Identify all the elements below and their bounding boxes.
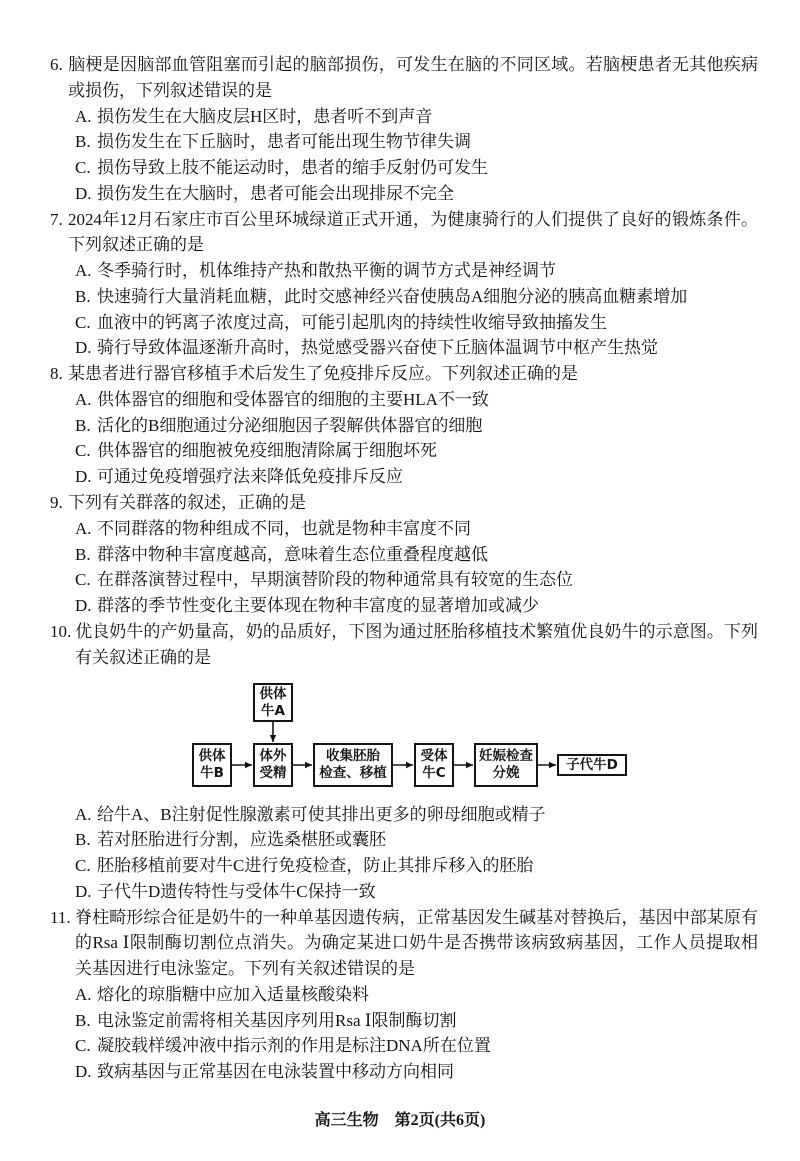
option-b [50,129,758,155]
question-8 [50,361,758,490]
box-text: 供体 [259,685,287,702]
box-text: 牛B [200,765,224,782]
question-number: 11. [50,907,71,927]
option-b [50,413,758,439]
option-a [50,258,758,284]
question-stem-text: 有关叙述正确的是 [75,647,211,667]
option-d [50,879,758,905]
option-letter: C. [75,856,91,876]
box-donor-cow-a [253,683,293,722]
option-text: 损伤导致上肢不能运动时，患者的缩手反射仍可发生 [97,158,488,178]
option-c [50,155,758,181]
question-stem-text: 关基因进行电泳鉴定。下列有关叙述错误的是 [75,959,415,979]
exam-page-content [50,52,758,1085]
box-text: 受精 [259,765,287,782]
option-text: 给牛A、B注射促性腺激素可使其排出更多的卵母细胞或精子 [97,804,546,824]
box-pregnancy-check [474,743,538,787]
question-stem-text: 下列叙述正确的是 [68,235,204,255]
question-stem-line [50,52,758,78]
option-text: 快速骑行大量消耗血糖，此时交感神经兴奋使胰岛A细胞分泌的胰高血糖素增加 [97,286,688,306]
option-text: 子代牛D遗传特性与受体牛C保持一致 [97,881,376,901]
option-c [50,567,758,593]
option-c [50,310,758,336]
question-stem-text: 或损伤，下列叙述错误的是 [68,80,272,100]
option-letter: B. [75,1010,91,1030]
question-7 [50,207,758,362]
question-stem-line [50,490,758,516]
option-b [50,284,758,310]
box-text: 牛A [261,702,285,719]
question-stem-line [50,78,758,104]
option-letter: A. [75,804,92,824]
option-text: 损伤发生在大脑皮层H区时，患者听不到声音 [97,106,433,126]
option-letter: A. [75,518,92,538]
option-d [50,464,758,490]
option-d [50,335,758,361]
box-offspring-cow-d [557,754,627,776]
option-letter: C. [75,1036,91,1056]
box-text: 妊娠检查 [479,748,533,765]
option-letter: B. [75,415,91,435]
option-b [50,542,758,568]
option-text: 熔化的琼脂糖中应加入适量核酸染料 [97,984,369,1004]
question-6 [50,52,758,207]
option-text: 供体器官的细胞和受体器官的细胞的主要HLA不一致 [97,389,489,409]
option-text: 可通过免疫增强疗法来降低免疫排斥反应 [97,467,403,487]
question-stem-text: 某患者进行器官移植手术后发生了免疫排斥反应。下列叙述正确的是 [68,364,578,384]
box-donor-cow-b [192,743,232,787]
option-letter: C. [75,312,91,332]
box-text: 分娩 [492,765,520,782]
question-number: 7. [50,209,63,229]
embryo-transfer-flowchart [50,670,758,801]
option-letter: D. [75,338,92,358]
option-text: 凝胶载样缓冲液中指示剂的作用是标注DNA所在位置 [97,1036,491,1056]
question-stem-line [50,207,758,233]
question-stem-line [50,645,758,671]
option-d [50,1059,758,1085]
box-text: 受体 [420,748,448,765]
option-letter: C. [75,570,91,590]
option-text: 冬季骑行时，机体维持产热和散热平衡的调节方式是神经调节 [97,261,556,281]
option-letter: B. [75,286,91,306]
option-a [50,387,758,413]
question-number: 8. [50,364,63,384]
option-letter: A. [75,261,92,281]
flowchart-arrows [50,670,758,801]
option-text: 血液中的钙离子浓度过高，可能引起肌肉的持续性收缩导致抽搐发生 [97,312,607,332]
option-letter: D. [75,881,92,901]
question-stem-line [50,619,758,645]
option-d [50,181,758,207]
question-stem-line [50,905,758,931]
option-text: 损伤发生在下丘脑时，患者可能出现生物节律失调 [97,132,471,152]
option-letter: B. [75,544,91,564]
option-text: 群落的季节性变化主要体现在物种丰富度的显著增加或减少 [97,596,539,616]
option-letter: D. [75,467,92,487]
option-text: 致病基因与正常基因在电泳装置中移动方向相同 [97,1062,454,1082]
box-in-vitro-fertilization [253,743,293,787]
box-text: 收集胚胎 [326,748,380,765]
option-a [50,982,758,1008]
question-number: 6. [50,55,63,74]
question-stem-line [50,956,758,982]
option-text: 电泳鉴定前需将相关基因序列用Rsa Ⅰ限制酶切割 [97,1010,457,1030]
question-stem-text: 优良奶牛的产奶量高，奶的品质好，下图为通过胚胎移植技术繁殖优良奶牛的示意图。下列 [75,621,758,641]
question-11 [50,905,758,1085]
box-text: 牛C [422,765,446,782]
page-footer: 高三生物 第2页(共6页) [314,1112,486,1129]
option-text: 损伤发生在大脑时，患者可能会出现排尿不完全 [97,183,454,203]
box-text: 子代牛D [566,756,618,773]
question-stem-text: 脑梗是因脑部血管阻塞而引起的脑部损伤，可发生在脑的不同区域。若脑梗患者无其他疾病 [68,55,758,74]
option-c [50,853,758,879]
option-text: 胚胎移植前要对牛C进行免疫检查，防止其排斥移入的胚胎 [97,856,534,876]
option-b [50,827,758,853]
question-stem-text: 2024年12月石家庄市百公里环城绿道正式开通，为健康骑行的人们提供了良好的锻炼条件。 [68,209,758,229]
option-letter: D. [75,1062,92,1082]
option-letter: A. [75,984,92,1004]
option-letter: D. [75,183,92,203]
option-text: 供体器官的细胞被免疫细胞清除属于细胞坏死 [97,441,437,461]
option-a [50,802,758,828]
box-text: 体外 [259,748,287,765]
option-c [50,438,758,464]
option-letter: A. [75,106,92,126]
option-a [50,516,758,542]
option-d [50,593,758,619]
question-stem-line [50,361,758,387]
option-text: 若对胚胎进行分割，应选桑椹胚或囊胚 [97,830,386,850]
question-stem-line [50,232,758,258]
option-letter: B. [75,830,91,850]
option-b [50,1008,758,1034]
question-number: 10. [50,621,72,641]
option-letter: C. [75,158,91,178]
option-letter: B. [75,132,91,152]
option-c [50,1033,758,1059]
option-text: 在群落演替过程中，早期演替阶段的物种通常具有较宽的生态位 [97,570,573,590]
option-letter: D. [75,596,92,616]
box-text: 供体 [198,748,226,765]
option-text: 群落中物种丰富度越高，意味着生态位重叠程度越低 [97,544,488,564]
option-text: 骑行导致体温逐渐升高时，热觉感受器兴奋使下丘脑体温调节中枢产生热觉 [97,338,658,358]
option-text: 活化的B细胞通过分泌细胞因子裂解供体器官的细胞 [97,415,483,435]
box-text: 检查、移植 [319,765,387,782]
question-stem-text: 的Rsa Ⅰ限制酶切割位点消失。为确定某进口奶牛是否携带该病致病基因，工作人员提取相 [75,933,758,953]
question-10 [50,619,758,905]
option-a [50,104,758,130]
option-letter: A. [75,389,92,409]
question-stem-text: 脊柱畸形综合征是奶牛的一种单基因遗传病，正常基因发生碱基对替换后，基因中部某原有 [75,907,758,927]
question-number: 9. [50,493,63,513]
question-stem-line [50,930,758,956]
question-9 [50,490,758,619]
option-text: 不同群落的物种组成不同，也就是物种丰富度不同 [97,518,471,538]
question-stem-text: 下列有关群落的叙述，正确的是 [68,493,306,513]
box-recipient-cow-c [414,743,454,787]
option-letter: C. [75,441,91,461]
box-collect-embryo [313,743,393,787]
